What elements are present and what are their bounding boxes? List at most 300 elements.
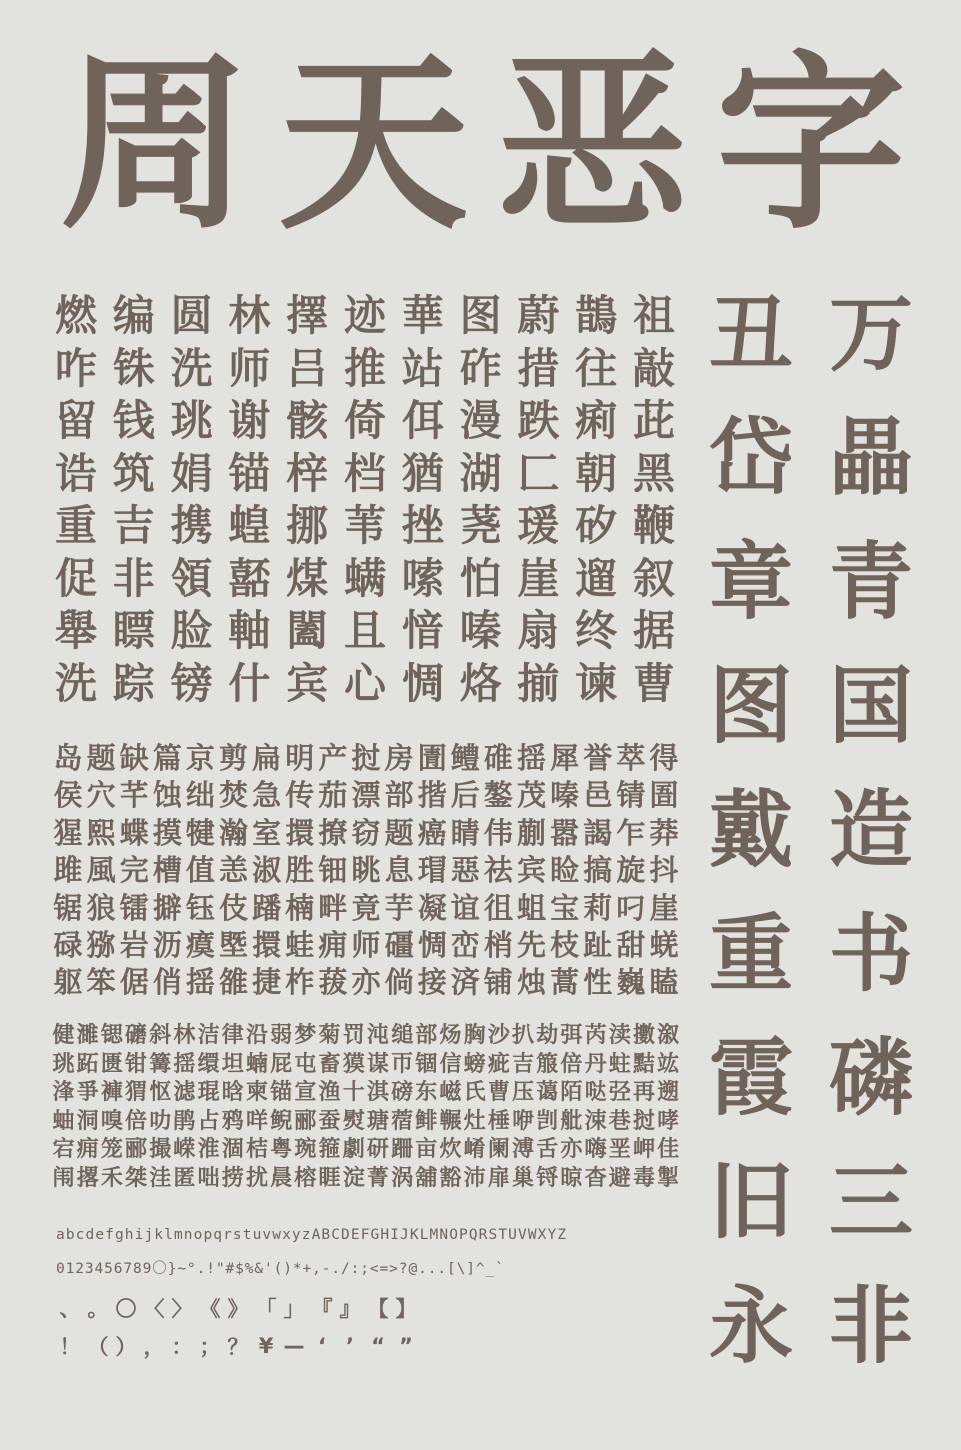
glyph-sample: 塈	[219, 927, 249, 962]
glyph-sample: 谋	[366, 1051, 389, 1077]
glyph-sample: 伟	[483, 815, 513, 850]
punctuation-glyph: 【	[367, 1297, 389, 1321]
grid-row	[52, 605, 678, 658]
glyph-sample: 崖	[517, 553, 560, 603]
glyph-sample: 搞	[583, 853, 613, 888]
glyph-sample: 菝	[318, 965, 348, 1000]
large-glyph: 非	[828, 1277, 913, 1375]
punctuation-glyph: ？	[227, 1335, 249, 1359]
glyph-sample: 叙	[632, 553, 675, 603]
glyph-sample: 螨	[343, 553, 386, 603]
punctuation-glyph: 』	[339, 1297, 361, 1321]
glyph-sample: 揩	[417, 778, 447, 813]
glyph-sample: 吉	[112, 501, 155, 550]
glyph-sample: 谢	[228, 396, 271, 445]
glyph-sample: 嵘	[173, 1137, 196, 1163]
glyph-sample: 钰	[185, 890, 215, 925]
glyph-sample: 莉	[583, 890, 613, 925]
glyph-sample: 锢	[415, 1051, 438, 1077]
grid-row	[52, 740, 680, 777]
glyph-sample: 嗨	[584, 1137, 607, 1163]
glyph-sample: 煤	[286, 553, 329, 603]
glyph-sample: 溥	[512, 1137, 535, 1163]
glyph-sample: 猩	[53, 815, 83, 850]
glyph-sample: 雎	[53, 853, 83, 888]
glyph-sample: 怄	[149, 1080, 172, 1106]
glyph-sample: 嵫	[439, 1080, 462, 1106]
large-character-grid	[52, 290, 678, 710]
glyph-sample: 洗	[170, 343, 213, 393]
glyph-sample: 乍	[616, 815, 646, 850]
glyph-sample: 蛆	[517, 890, 547, 925]
punctuation-glyph: （	[87, 1335, 109, 1359]
title-glyph: 字	[715, 34, 906, 255]
glyph-sample: 筑	[112, 448, 155, 498]
title-glyph: 周	[59, 34, 250, 255]
glyph-sample: 洞	[76, 1108, 99, 1134]
glyph-sample: 癌	[417, 815, 447, 850]
glyph-sample: 劫	[536, 1023, 559, 1048]
glyph-sample: 領	[170, 553, 213, 603]
glyph-sample: 佴	[401, 396, 444, 445]
glyph-sample: 氏	[463, 1080, 486, 1106]
glyph-sample: 愔	[401, 606, 444, 655]
glyph-sample: 趾	[583, 927, 613, 962]
glyph-sample: 祛	[483, 853, 513, 888]
glyph-sample: 亦	[351, 965, 381, 1000]
large-glyph: 图	[708, 657, 793, 755]
glyph-sample: 扉	[487, 1165, 510, 1191]
punctuation-glyph: 『	[311, 1297, 333, 1321]
glyph-sample: 杳	[584, 1165, 607, 1191]
punctuation-glyph: ”	[399, 1334, 413, 1358]
glyph-sample: 据	[632, 606, 675, 655]
glyph-sample: 非	[112, 553, 155, 603]
grid-row	[52, 290, 678, 343]
grid-row	[52, 1136, 680, 1165]
glyph-sample: 禾	[100, 1165, 123, 1191]
glyph-sample: 扒	[512, 1023, 535, 1048]
glyph-sample: 撂	[76, 1165, 99, 1191]
glyph-sample: 倚	[343, 396, 386, 445]
glyph-sample: 咩	[245, 1108, 268, 1134]
glyph-sample: 健	[52, 1023, 75, 1048]
glyph-sample: 图	[459, 291, 502, 340]
glyph-sample: 咋	[54, 343, 97, 393]
glyph-sample: 部	[415, 1023, 438, 1048]
glyph-sample: 完	[119, 853, 149, 888]
glyph-sample: 瑗	[517, 501, 560, 550]
glyph-sample: 鏊	[483, 778, 513, 813]
grid-row	[52, 852, 680, 889]
glyph-sample: 岩	[119, 927, 149, 962]
glyph-sample: 亩	[415, 1137, 438, 1163]
glyph-sample: 丹	[584, 1051, 607, 1077]
glyph-sample: 摸	[152, 815, 182, 850]
glyph-sample: 蔼	[536, 1080, 559, 1106]
glyph-sample: 信	[439, 1051, 462, 1077]
glyph-sample: 狼	[86, 890, 116, 925]
glyph-sample: 弭	[560, 1023, 583, 1048]
glyph-sample: 磅	[391, 1080, 414, 1106]
glyph-sample: 扁	[252, 741, 282, 775]
glyph-sample: 值	[185, 853, 215, 888]
glyph-sample: 锚	[228, 448, 271, 498]
large-glyph: 丑	[708, 285, 793, 383]
glyph-sample: 十	[342, 1080, 365, 1106]
glyph-sample: 猕	[86, 927, 116, 962]
small-character-grid	[52, 1022, 680, 1194]
glyph-sample: 猬	[125, 1080, 148, 1106]
punctuation-glyph: 」	[283, 1297, 305, 1321]
glyph-sample: 亦	[560, 1137, 583, 1163]
glyph-sample: 镑	[170, 658, 213, 708]
glyph-sample: 梢	[483, 927, 513, 962]
glyph-sample: 郦	[125, 1137, 148, 1163]
glyph-sample: 敲	[632, 343, 675, 393]
glyph-sample: 烛	[517, 965, 547, 1000]
glyph-sample: 巷	[608, 1108, 631, 1134]
glyph-sample: 蚕	[318, 1108, 341, 1134]
glyph-sample: 撮	[149, 1137, 172, 1163]
glyph-sample: 宾	[286, 658, 329, 708]
glyph-sample: 芊	[119, 778, 149, 813]
glyph-sample: 茈	[632, 396, 675, 445]
glyph-sample: 濉	[76, 1023, 99, 1048]
glyph-sample: 桔	[245, 1137, 268, 1163]
glyph-sample: 急	[252, 778, 282, 813]
glyph-sample: 涡	[391, 1165, 414, 1191]
glyph-sample: 鲵	[270, 1108, 293, 1134]
glyph-sample: 晗	[221, 1080, 244, 1106]
glyph-sample: 菁	[366, 1165, 389, 1191]
glyph-sample: 恙	[219, 853, 249, 888]
glyph-sample: 咄	[197, 1165, 220, 1191]
glyph-sample: 棰	[487, 1108, 510, 1134]
glyph-sample: 黑	[632, 448, 675, 498]
glyph-sample: 东	[415, 1080, 438, 1106]
glyph-sample: 惆	[401, 658, 444, 708]
glyph-sample: 性	[583, 965, 613, 1000]
grid-row	[52, 343, 678, 396]
glyph-sample: 雒	[219, 965, 249, 1000]
glyph-sample: 擇	[286, 291, 329, 340]
glyph-sample: 绌	[185, 778, 215, 813]
glyph-sample: 蒿	[550, 965, 580, 1000]
glyph-sample: 凝	[417, 890, 447, 925]
glyph-sample: 匮	[100, 1051, 123, 1077]
punctuation-glyph: 「	[255, 1297, 277, 1321]
glyph-sample: 倍	[125, 1108, 148, 1134]
grid-row	[52, 500, 678, 553]
glyph-sample: 怕	[459, 553, 502, 603]
glyph-sample: 叻	[149, 1108, 172, 1134]
glyph-sample: 洁	[197, 1023, 220, 1048]
glyph-sample: 躯	[53, 965, 83, 1000]
glyph-sample: 档	[343, 448, 386, 498]
glyph-sample: 湖	[459, 448, 502, 498]
glyph-sample: 謁	[583, 815, 613, 850]
glyph-sample: 俏	[152, 965, 182, 1000]
glyph-sample: 斜	[149, 1023, 172, 1048]
latin-alphabet-line: abcdefghijklmnopqrstuvwxyzABCDEFGHIJKLMNOPQRSTUVWXYZ	[56, 1227, 568, 1243]
glyph-sample: 京	[185, 741, 215, 775]
glyph-sample: 宣	[294, 1080, 317, 1106]
glyph-sample: 犀	[550, 741, 580, 775]
glyph-sample: 崖	[649, 890, 679, 925]
glyph-sample: 重	[54, 501, 97, 550]
glyph-sample: 莽	[649, 815, 679, 850]
glyph-sample: 吉	[512, 1051, 535, 1077]
glyph-sample: 舌	[536, 1137, 559, 1163]
glyph-sample: 渎	[608, 1023, 631, 1048]
glyph-sample: 倍	[560, 1051, 583, 1077]
glyph-sample: 峦	[450, 927, 480, 962]
glyph-sample: 炊	[439, 1137, 462, 1163]
punctuation-glyph: 、	[59, 1297, 81, 1321]
glyph-sample: 锊	[536, 1165, 559, 1191]
glyph-sample: 茄	[318, 778, 348, 813]
glyph-sample: 屁	[270, 1051, 293, 1077]
glyph-sample: 谏	[575, 658, 618, 708]
glyph-sample: 槽	[152, 853, 182, 888]
glyph-sample: 瘼	[185, 927, 215, 962]
glyph-sample: 匿	[173, 1165, 196, 1191]
punctuation-glyph: ：	[171, 1335, 193, 1359]
glyph-sample: 睚	[318, 1165, 341, 1191]
grid-row	[52, 890, 680, 927]
glyph-sample: 岬	[632, 1137, 655, 1163]
glyph-sample: 撩	[318, 815, 348, 850]
glyph-sample: 豁	[439, 1165, 462, 1191]
glyph-sample: 咿	[512, 1108, 535, 1134]
glyph-sample: 揃	[517, 658, 560, 708]
glyph-sample: 瑭	[366, 1108, 389, 1134]
glyph-sample: 捞	[221, 1165, 244, 1191]
large-glyph: 重	[708, 905, 793, 1003]
glyph-sample: 砟	[459, 343, 502, 393]
large-glyph: 畾	[828, 409, 913, 507]
glyph-sample: 胸	[463, 1023, 486, 1048]
glyph-sample: 屯	[294, 1051, 317, 1077]
glyph-sample: 缒	[391, 1023, 414, 1048]
glyph-sample: 旋	[616, 853, 646, 888]
grid-row	[52, 395, 678, 448]
glyph-sample: 灶	[463, 1108, 486, 1134]
large-glyph: 霞	[708, 1029, 793, 1127]
glyph-sample: 宕	[52, 1137, 75, 1163]
glyph-sample: 娟	[170, 448, 213, 498]
glyph-sample: 抖	[649, 853, 679, 888]
glyph-sample: 芋	[384, 890, 414, 925]
glyph-sample: 滤	[173, 1080, 196, 1106]
glyph-sample: 佳	[657, 1137, 680, 1163]
glyph-sample: 晨	[270, 1165, 293, 1191]
glyph-sample: 痈	[318, 927, 348, 962]
title-glyph: 恶	[497, 34, 688, 255]
glyph-sample: 瀚	[219, 815, 249, 850]
glyph-sample: 褲	[100, 1080, 123, 1106]
punctuation-row-2	[56, 1330, 496, 1362]
grid-row	[52, 1165, 680, 1194]
glyph-sample: 琬	[294, 1137, 317, 1163]
specimen-title	[52, 34, 914, 255]
glyph-sample: 师	[228, 343, 271, 393]
punctuation-glyph: ’	[346, 1334, 354, 1358]
glyph-sample: 熨	[342, 1108, 365, 1134]
glyph-sample: 淇	[366, 1080, 389, 1106]
glyph-sample: 跖	[76, 1051, 99, 1077]
glyph-sample: 漂	[351, 778, 381, 813]
glyph-sample: 珧	[170, 396, 213, 445]
glyph-sample: 笼	[100, 1137, 123, 1163]
glyph-sample: 茂	[517, 778, 547, 813]
glyph-sample: 嗪	[550, 778, 580, 813]
punctuation-glyph: 〉	[171, 1297, 193, 1321]
glyph-sample: 畔	[318, 890, 348, 925]
glyph-sample: 扇	[517, 606, 560, 655]
glyph-sample: 犍	[185, 815, 215, 850]
grid-row	[52, 815, 680, 852]
glyph-sample: 蔚	[517, 291, 560, 340]
glyph-sample: 钱	[112, 396, 155, 445]
glyph-sample: 眺	[351, 853, 381, 888]
glyph-sample: 宾	[517, 853, 547, 888]
glyph-sample: 黠	[632, 1051, 655, 1077]
glyph-sample: 晾	[560, 1165, 583, 1191]
glyph-sample: 掣	[657, 1165, 680, 1191]
glyph-sample: 螃	[463, 1051, 486, 1077]
glyph-sample: 燃	[54, 291, 97, 340]
glyph-sample: 徂	[483, 890, 513, 925]
glyph-sample: 舉	[54, 606, 97, 655]
glyph-sample: 钿	[318, 853, 348, 888]
glyph-sample: 剪	[219, 741, 249, 775]
glyph-sample: 倨	[119, 965, 149, 1000]
glyph-sample: 蛙	[285, 927, 315, 962]
glyph-sample: 吕	[286, 343, 329, 393]
glyph-sample: 林	[228, 291, 271, 340]
large-glyph: 戴	[708, 781, 793, 879]
glyph-sample: 爭	[76, 1080, 99, 1106]
glyph-sample: 圆	[170, 291, 213, 340]
glyph-sample: 痢	[575, 396, 618, 445]
glyph-sample: 帀	[391, 1051, 414, 1077]
glyph-sample: 沌	[366, 1023, 389, 1048]
glyph-sample: 祖	[632, 291, 675, 340]
glyph-sample: 岛	[53, 741, 83, 775]
glyph-sample: 沥	[152, 927, 182, 962]
grid-row	[52, 964, 680, 1001]
glyph-sample: 瞌	[649, 965, 679, 1000]
glyph-sample: 师	[351, 927, 381, 962]
glyph-sample: 鞭	[632, 501, 675, 550]
glyph-sample: 产	[318, 741, 348, 775]
glyph-sample: 坦	[221, 1051, 244, 1077]
large-glyph: 岱	[708, 409, 793, 507]
glyph-sample: 涸	[221, 1137, 244, 1163]
grid-row	[52, 1108, 680, 1137]
glyph-sample: 终	[575, 606, 618, 655]
glyph-sample: 睛	[450, 815, 480, 850]
large-glyph: 三	[828, 1153, 913, 1251]
right-column-characters-right	[826, 285, 916, 1375]
glyph-sample: 占	[197, 1108, 220, 1134]
glyph-sample: 谊	[450, 890, 480, 925]
glyph-sample: 房	[384, 741, 414, 775]
punctuation-glyph: ；	[199, 1335, 221, 1359]
glyph-sample: 留	[54, 396, 97, 445]
glyph-sample: 林	[173, 1023, 196, 1048]
title-glyph: 天	[278, 34, 469, 255]
glyph-sample: 箍	[318, 1137, 341, 1163]
glyph-sample: 铺	[483, 965, 513, 1000]
glyph-sample: 心	[343, 658, 386, 708]
glyph-sample: 瞟	[112, 606, 155, 655]
glyph-sample: 礓	[384, 927, 414, 962]
glyph-sample: 巍	[616, 965, 646, 1000]
glyph-sample: 编	[112, 291, 155, 340]
glyph-sample: 剀	[536, 1108, 559, 1134]
glyph-sample: 宝	[550, 890, 580, 925]
glyph-sample: 站	[401, 343, 444, 393]
digits-symbols-line: 0123456789〇}~°.!"#$%&'()*+,-./:;<=>?@...[\]^_`	[56, 1261, 505, 1277]
glyph-sample: 郦	[294, 1108, 317, 1134]
punctuation-glyph: “	[371, 1334, 385, 1358]
glyph-sample: 跌	[517, 396, 560, 445]
glyph-sample: 息	[384, 853, 414, 888]
glyph-sample: 揺	[517, 741, 547, 775]
glyph-sample: 沙	[487, 1023, 510, 1048]
glyph-sample: 题	[86, 741, 116, 775]
glyph-sample: 痈	[76, 1137, 99, 1163]
glyph-sample: 珧	[52, 1051, 75, 1077]
glyph-sample: 芮	[584, 1023, 607, 1048]
glyph-sample: 缳	[197, 1051, 220, 1077]
glyph-sample: 圊	[417, 741, 447, 775]
punctuation-glyph: ）	[115, 1335, 137, 1359]
glyph-sample: 沿	[245, 1023, 268, 1048]
glyph-sample: 挝	[632, 1108, 655, 1134]
punctuation-glyph: 〈	[143, 1297, 165, 1321]
glyph-sample: 避	[608, 1165, 631, 1191]
glyph-sample: 榕	[294, 1165, 317, 1191]
glyph-sample: 得	[649, 741, 679, 775]
glyph-sample: 瑁	[417, 853, 447, 888]
glyph-sample: 睑	[550, 853, 580, 888]
punctuation-glyph: —	[283, 1334, 305, 1358]
glyph-sample: 洼	[149, 1165, 172, 1191]
glyph-sample: 锯	[53, 890, 83, 925]
large-glyph: 青	[828, 533, 913, 631]
glyph-sample: 毒	[632, 1165, 655, 1191]
glyph-sample: 朝	[575, 448, 618, 498]
glyph-sample: 传	[285, 778, 315, 813]
glyph-sample: 猶	[401, 448, 444, 498]
glyph-sample: 鵲	[575, 291, 618, 340]
glyph-sample: 且	[343, 606, 386, 655]
glyph-sample: 什	[228, 658, 271, 708]
glyph-sample: 挪	[286, 501, 329, 550]
large-glyph: 磷	[828, 1029, 913, 1127]
glyph-sample: 跚	[391, 1137, 414, 1163]
glyph-sample: 哒	[584, 1080, 607, 1106]
glyph-sample: 誉	[583, 741, 613, 775]
glyph-sample: 漫	[459, 396, 502, 445]
grid-row	[52, 1051, 680, 1080]
glyph-sample: 劇	[342, 1137, 365, 1163]
glyph-sample: 擐	[285, 815, 315, 850]
